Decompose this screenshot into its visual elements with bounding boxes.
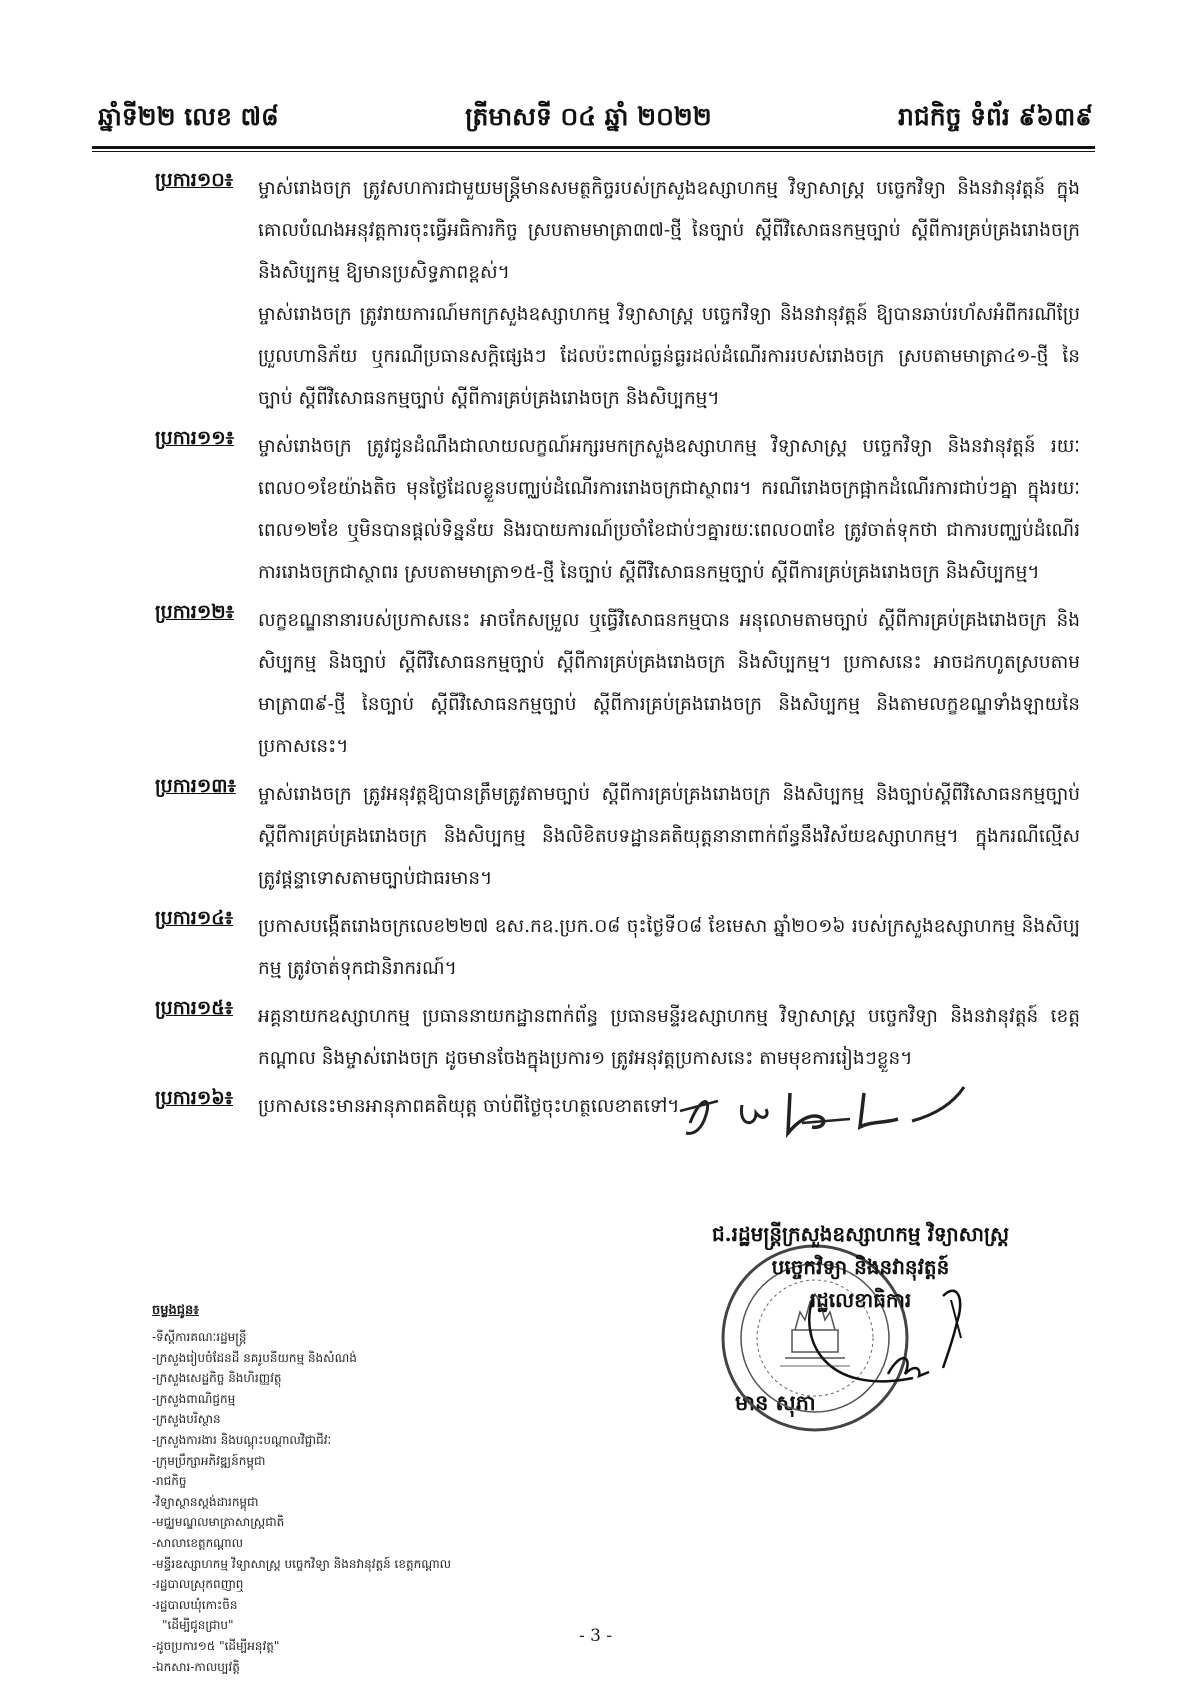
article-body <box>258 774 1080 900</box>
cc-item: -ឯកសារ-កាលប្បវត្តិ <box>152 1659 240 1674</box>
article-paragraph: អគ្គនាយកឧស្សាហកម្ម ប្រធាននាយកដ្ឋានពាក់ព័ន្ធ ប្រធានមន្ទីរឧស្សាហកម្ម វិទ្យាសាស្ត្រ បច្ចេកវិទ្យា និងនវានុវត្តន៍ ខេត្តកណ្តាល និងម្ចាស់រោងចក្រ ដូចមានចែងក្នុងប្រការ១ ត្រូវអនុវត្តប្រកាសនេះ តាមមុខការរៀងៗខ្លួន។ <box>258 1006 1080 1069</box>
cc-item: -មជ្ឈមណ្ឌលមាត្រាសាស្ត្រជាតិ <box>152 1515 285 1530</box>
gazette-header <box>98 92 1093 138</box>
header-issue: ឆ្នាំទី២២ លេខ ៧៨ <box>98 102 279 131</box>
cc-item: -ក្រសួងការងារ និងបណ្តុះបណ្តាលវិជ្ជាជីវៈ <box>152 1432 332 1447</box>
signature-title-line-3: រដ្ឋលេខាធិការ <box>809 1288 912 1312</box>
article-13 <box>155 774 1080 900</box>
signature-title-line-1: ជ.រដ្ឋមន្ត្រីក្រសួងឧស្សាហកម្ម វិទ្យាសាស្ត្រ <box>711 1222 1010 1246</box>
articles-section <box>155 168 1080 1134</box>
article-label: ប្រការ១៥៖ <box>155 997 234 1019</box>
article-body <box>258 906 1080 990</box>
cc-item: -ក្រសួងពាណិជ្ជកម្ម <box>152 1391 236 1406</box>
cc-item: -ទីស្តីការគណៈរដ្ឋមន្ត្រី <box>152 1330 247 1344</box>
cc-item: -ក្រសួងសេដ្ឋកិច្ច និងហិរញ្ញវត្ថុ <box>152 1371 282 1386</box>
signature-title-line-2: បច្ចេកវិទ្យា និងនវានុវត្តន៍ <box>771 1255 950 1279</box>
header-quarter: ត្រីមាសទី ០៤ ឆ្នាំ ២០២២ <box>465 102 712 131</box>
article-label: ប្រការ១១៖ <box>155 427 234 449</box>
cc-item: -មន្ទីរឧស្សាហកម្ម វិទ្យាសាស្ត្រ បច្ចេកវិទ្យា និងនវានុវត្តន៍ ខេត្តកណ្តាល <box>152 1556 452 1571</box>
cc-item: "ដើម្បីជូនជ្រាប" <box>162 1618 234 1633</box>
page-number: - 3 - <box>578 1626 613 1646</box>
article-label: ប្រការ១៣៖ <box>155 775 236 797</box>
article-11 <box>155 426 1080 594</box>
cc-item: -ក្រុមប្រឹក្សាអភិវឌ្ឍន៍កម្ពុជា <box>152 1453 266 1468</box>
article-label: ប្រការ១០៖ <box>155 169 234 191</box>
signer-name: មាន សុភា <box>735 1390 816 1415</box>
article-15 <box>155 996 1080 1080</box>
cc-item: -ក្រសួងបរិស្ថាន <box>152 1412 221 1427</box>
article-body <box>258 168 1080 420</box>
header-rule <box>92 146 1095 152</box>
handwritten-signature <box>793 1278 983 1398</box>
article-paragraph: ម្ចាស់រោងចក្រ ត្រូវសហការជាមួយមន្ត្រីមានសមត្ថកិច្ចរបស់ក្រសួងឧស្សាហកម្ម វិទ្យាសាស្ត្រ បច្ចេកវិទ្យា និងនវានុវត្តន៍ ក្នុងគោលបំណងអនុវត្តការចុះធ្វើអធិការកិច្ច ស្របតាមមាត្រា៣៧-ថ្មី នៃច្បាប់ ស្តីពីវិសោធនកម្មច្បាប់ ស្តីពីការគ្រប់គ្រងរោងចក្រ និងសិប្បកម្ម ឱ្យមានប្រសិទ្ធភាពខ្ពស់។ <box>258 178 1080 283</box>
cc-item: -ដូចប្រការ១៥ "ដើម្បីអនុវត្ត" <box>152 1638 280 1653</box>
signature-block <box>638 1218 1083 1428</box>
article-body <box>258 426 1080 594</box>
cc-item: -ក្រសួងរៀបចំដែនដី នគរូបនីយកម្ម និងសំណង់ <box>152 1350 357 1365</box>
article-paragraph: ម្ចាស់រោងចក្រ ត្រូវរាយការណ៍មកក្រសួងឧស្សាហកម្ម វិទ្យាសាស្ត្រ បច្ចេកវិទ្យា និងនវានុវត្តន៍ ឱ្យបានឆាប់រហ័សអំពីករណីប្រែប្រួលហានិភ័យ ឬករណីប្រធានសក្តិផ្សេងៗ ដែលប៉ះពាល់ធ្ងន់ធ្ងរដល់ដំណើរការរបស់រោងចក្រ ស្របតាមមាត្រា៤១-ថ្មី នៃច្បាប់ ស្តីពីវិសោធនកម្មច្បាប់ ស្តីពីការគ្រប់គ្រងរោងចក្រ និងសិប្បកម្ម។ <box>258 304 1080 409</box>
cc-item: -រាជកិច្ច <box>152 1474 187 1489</box>
article-body <box>258 996 1080 1080</box>
article-label: ប្រការ១២៖ <box>155 601 234 623</box>
initials-signature <box>672 1083 972 1145</box>
article-paragraph: ប្រកាសបង្កើតរោងចក្រលេខ២២៧ ឧស.កឧ.ប្រក.០៨ ចុះថ្ងៃទី០៨ ខែមេសា ឆ្នាំ២០១៦ របស់ក្រសួងឧស្សាហកម្ម និងសិប្បកម្ម ត្រូវចាត់ទុកជានិរាករណ៍។ <box>258 916 1080 979</box>
article-paragraph: ម្ចាស់រោងចក្រ ត្រូវជូនដំណឹងជាលាយលក្ខណ៍អក្សរមកក្រសួងឧស្សាហកម្ម វិទ្យាសាស្ត្រ បច្ចេកវិទ្យា និងនវានុវត្តន៍ រយៈពេល០១ខែយ៉ាងតិច មុនថ្ងៃដែលខ្លួនបញ្ឈប់ដំណើរការរោងចក្រជាស្ថាពរ។ ករណីរោងចក្រផ្អាកដំណើរការជាប់ៗគ្នា ក្នុងរយៈពេល១២ខែ ឬមិនបានផ្តល់ទិន្នន័យ និងរបាយការណ៍ប្រចាំខែជាប់ៗគ្នារយៈពេល០៣ខែ ត្រូវចាត់ទុកថា ជាការបញ្ឈប់ដំណើរការរោងចក្រជាស្ថាពរ ស្របតាមមាត្រា១៥-ថ្មី នៃច្បាប់ ស្តីពីវិសោធនកម្មច្បាប់ ស្តីពីការគ្រប់គ្រងរោងចក្រ និងសិប្បកម្ម។ <box>258 436 1080 583</box>
article-paragraph: លក្ខខណ្ឌនានារបស់ប្រកាសនេះ អាចកែសម្រួល ឬធ្វើវិសោធនកម្មបាន អនុលោមតាមច្បាប់ ស្តីពីការគ្រប់គ្រងរោងចក្រ និងសិប្បកម្ម និងច្បាប់ ស្តីពីវិសោធនកម្មច្បាប់ ស្តីពីការគ្រប់គ្រងរោងចក្រ និងសិប្បកម្ម។ ប្រកាសនេះ អាចដកហូតស្របតាមមាត្រា៣៩-ថ្មី នៃច្បាប់ ស្តីពីវិសោធនកម្មច្បាប់ ស្តីពីការគ្រប់គ្រងរោងចក្រ និងសិប្បកម្ម និងតាមលក្ខខណ្ឌទាំងឡាយនៃប្រកាសនេះ។ <box>258 610 1080 757</box>
article-10 <box>155 168 1080 420</box>
article-label: ប្រការ១៦៖ <box>155 1087 234 1109</box>
article-paragraph: ម្ចាស់រោងចក្រ ត្រូវអនុវត្តឱ្យបានត្រឹមត្រូវតាមច្បាប់ ស្តីពីការគ្រប់គ្រងរោងចក្រ និងសិប្បកម្ម និងច្បាប់ស្តីពីវិសោធនកម្មច្បាប់ ស្តីពីការគ្រប់គ្រងរោងចក្រ និងសិប្បកម្ម និងលិខិតបទដ្ឋានគតិយុត្តនានាពាក់ព័ន្ធនឹងវិស័យឧស្សាហកម្ម។ ក្នុងករណីល្មើស ត្រូវផ្តន្ទាទោសតាមច្បាប់ជាធរមាន។ <box>258 784 1080 889</box>
article-12 <box>155 600 1080 768</box>
cc-item: -វិទ្យាស្ថានស្តង់ដារកម្ពុជា <box>152 1494 259 1509</box>
cc-item: -រដ្ឋបាលឃុំកោះចិន <box>152 1597 238 1612</box>
cc-item: -សាលាខេត្តកណ្តាល <box>152 1535 244 1550</box>
header-page-ref: រាជកិច្ច ទំព័រ ៩៦៣៩ <box>897 102 1093 131</box>
article-14 <box>155 906 1080 990</box>
cc-item: -រដ្ឋបាលស្រុកពញាឮ <box>152 1577 244 1592</box>
cc-title: ចម្លងជូន៖ <box>152 1303 199 1318</box>
article-body <box>258 600 1080 768</box>
article-paragraph: ប្រកាសនេះមានអានុភាពគតិយុត្ត ចាប់ពីថ្ងៃចុះហត្ថលេខាតទៅ។ <box>258 1096 680 1117</box>
copy-distribution-list <box>152 1302 572 1677</box>
article-label: ប្រការ១៤៖ <box>155 907 234 929</box>
